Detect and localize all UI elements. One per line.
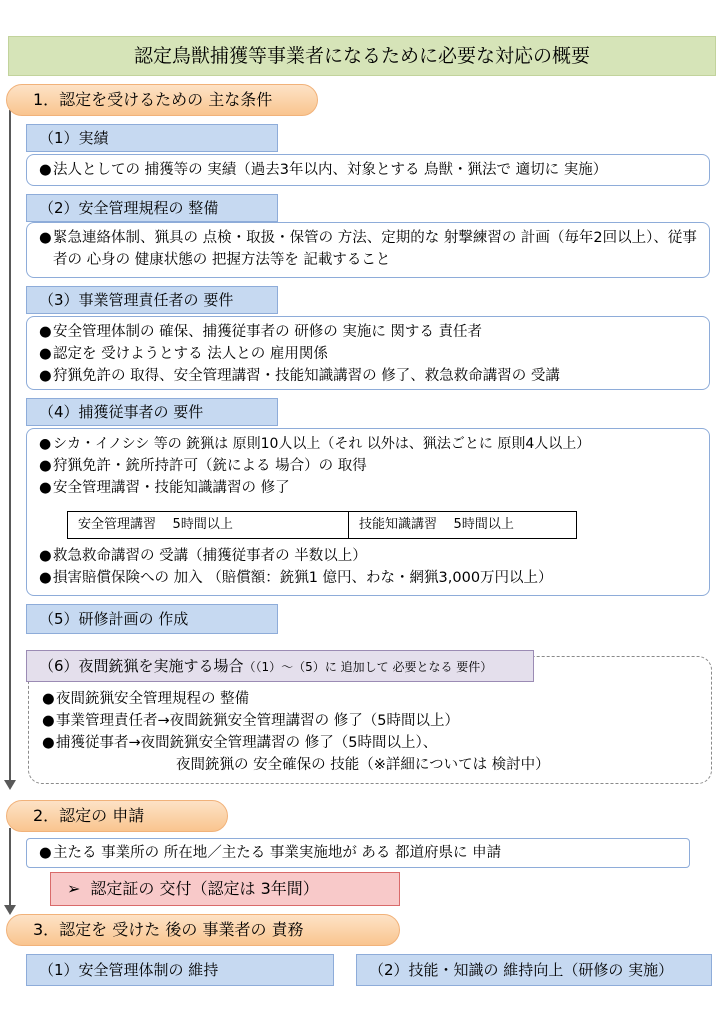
item4-bullet-1: ● シカ・イノシシ 等の 銃猟は 原則10人以上（それ 以外は、猟法ごとに 原則4人以上） <box>39 436 591 452</box>
item1-bullet: ●法人としての 捕獲等の 実績（過去3年以内、対象とする 鳥獣・猟法で 適切に 実施） <box>39 162 608 178</box>
duty-1: （1）安全管理体制の 維持 <box>26 954 334 986</box>
section2-bullet: ●主たる 事業所の 所在地／主たる 事業実施地が ある 都道府県に 申請 <box>39 845 502 861</box>
item4-heading: （4）捕獲従事者の 要件 <box>26 398 278 426</box>
duty-2: （2）技能・知識の 維持向上（研修の 実施） <box>356 954 712 986</box>
item2-bullet: ●緊急連絡体制、猟具の 点検・取扱・保管の 方法、定期的な 射撃練習の 計画（毎年2回以上）、従事者の 心身の 健康状態の 把握方法等を 記載すること <box>39 230 697 268</box>
item4-box <box>26 428 710 596</box>
item2-heading: （2）安全管理規程の 整備 <box>26 194 278 222</box>
item6-bullet-1: ●夜間銃猟安全管理規程の 整備 <box>42 691 250 707</box>
hours-cell-safety: 安全管理講習 5時間以上 <box>68 512 349 539</box>
item4-bullet-5: ●損害賠償保険への 加入 （賠償額：銃猟1 億円、わな・網猟3,000万円以上） <box>39 570 553 586</box>
item2-box <box>26 222 710 278</box>
cert-arrow-icon: ➢ <box>67 879 81 898</box>
item3-heading: （3）事業管理責任者の 要件 <box>26 286 278 314</box>
item3-box <box>26 316 710 390</box>
item4-bullet-4: ●救急救命講習の 受講（捕獲従事者の 半数以上） <box>39 548 367 564</box>
training-hours-table <box>67 511 577 539</box>
item3-bullet-2: ●認定を 受けようとする 法人との 雇用関係 <box>39 346 328 362</box>
cert-text: 認定証の 交付（認定は 3年間） <box>90 879 319 898</box>
item4-bullet-2: ●狩猟免許・銃所持許可（銃による 場合）の 取得 <box>39 458 367 474</box>
item5-heading: （5）研修計画の 作成 <box>26 604 278 634</box>
item6-bullets <box>42 688 702 776</box>
section2-heading: 2．認定の 申請 <box>6 800 228 832</box>
flow-arrow-head-1 <box>4 780 16 790</box>
item1-box <box>26 154 710 186</box>
section2-box <box>26 838 690 868</box>
item6-bullet-3: ●捕獲従事者→夜間銃猟安全管理講習の 修了（5時間以上）、 <box>42 735 438 751</box>
flow-line-2 <box>9 828 11 906</box>
item6-continuation: 夜間銃猟の 安全確保の 技能（※詳細については 検討中） <box>176 757 550 773</box>
item6-bullet-2: ●事業管理責任者→夜間銃猟安全管理講習の 修了（5時間以上） <box>42 713 459 729</box>
section1-heading: 1．認定を受けるための 主な条件 <box>6 84 318 116</box>
flow-line-1 <box>9 110 11 780</box>
item3-bullet-3: ●狩猟免許の 取得、安全管理講習・技能知識講習の 修了、救急救命講習の 受講 <box>39 368 560 384</box>
hours-cell-skill: 技能知識講習 5時間以上 <box>349 512 577 539</box>
page-title: 認定鳥獣捕獲等事業者になるために必要な対応の概要 <box>8 36 716 76</box>
item6-heading: （6）夜間銃猟を実施する場合（（1）～（5）に 追加して 必要となる 要件） <box>26 650 534 682</box>
item3-bullet-1: ●安全管理体制の 確保、捕獲従事者の 研修の 実施に 関する 責任者 <box>39 324 483 340</box>
flow-arrow-head-2 <box>4 905 16 915</box>
item1-heading: （1）実績 <box>26 124 278 152</box>
section3-heading: 3．認定を 受けた 後の 事業者の 責務 <box>6 914 400 946</box>
certificate-box <box>50 872 400 906</box>
item4-bullet-3: ●安全管理講習・技能知識講習の 修了 <box>39 480 290 496</box>
